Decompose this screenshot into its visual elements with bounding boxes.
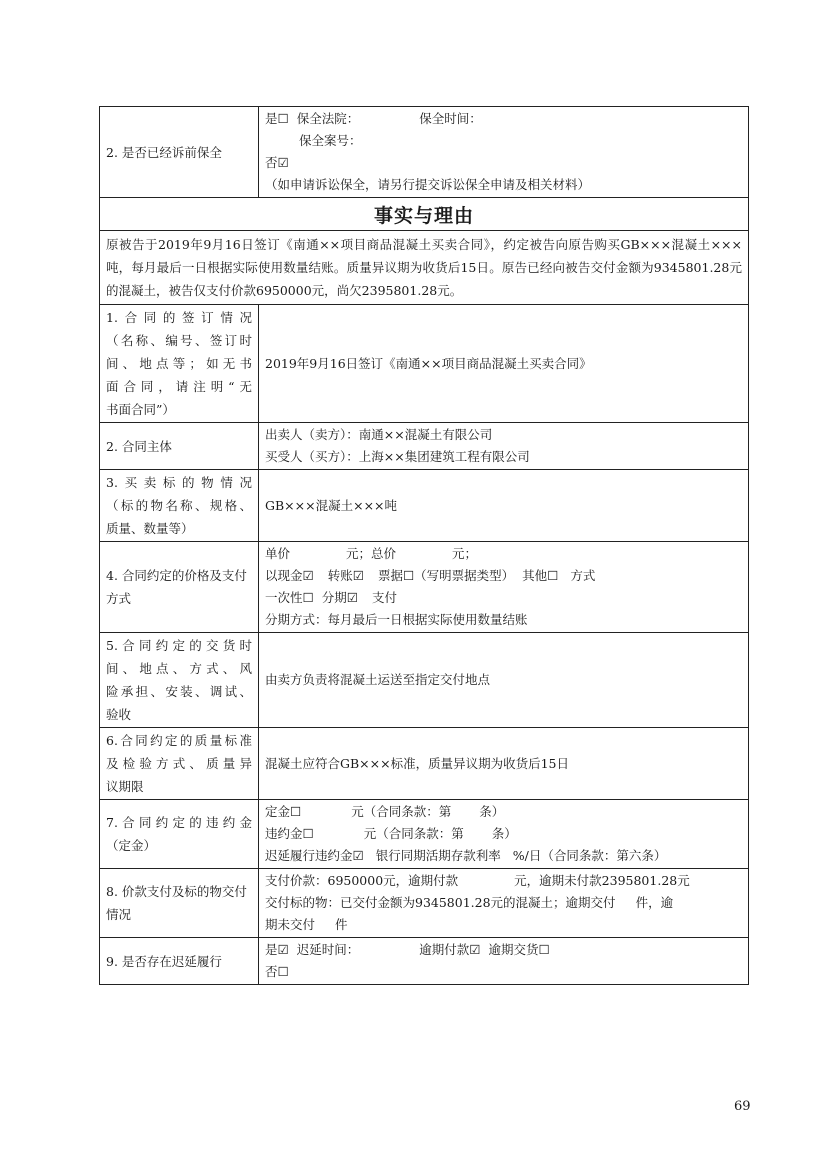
table-row [100,728,749,800]
table-row [100,231,749,305]
label-line: 险承担、安装、调试、 [106,684,252,699]
yuan-label: 元； [452,546,478,561]
label-line: 议期限 [106,779,144,794]
label-line: 3.买卖标的物情况 [106,475,252,490]
unit-price-label: 单价 [265,546,291,561]
preservation-court-label: 保全法院： [296,111,360,126]
label-line: 及检验方式、质量异 [106,756,252,771]
table-row [100,633,749,728]
late-delivery-checkbox[interactable]: 逾期交货☐ [488,942,550,957]
row-label: 2. 是否已经诉前保全 [100,107,259,198]
row-label: 4. 合同约定的价格及支付方式 [100,542,259,633]
installment-method: 分期方式：每月最后一日根据实际使用数量结账 [265,612,528,627]
table-row [100,423,749,470]
deposit-checkbox[interactable]: 定金☐ [265,804,302,819]
pay-label: 支付 [371,590,397,605]
table-row [100,470,749,542]
table-row [100,542,749,633]
row-label [100,470,259,542]
row-label [100,800,259,869]
table-row [100,198,749,231]
delay-time-label: 迟延时间： [296,942,360,957]
cash-checkbox[interactable]: 以现金☑ [265,568,314,583]
table-row [100,305,749,423]
method-label: 方式 [570,568,596,583]
installment-checkbox[interactable]: 分期☑ [321,590,358,605]
complaint-form-table [99,106,749,985]
label-line: 间、地点等；如无书 [106,356,252,371]
late-payment-checkbox[interactable]: 逾期付款☑ [419,942,481,957]
label-line: 5.合同约定的交货时 [106,638,252,653]
preservation-yes-checkbox[interactable]: 是☐ [265,111,289,126]
penalty-cell [259,800,749,869]
payment-cell [259,869,749,938]
undelivered-label: 期未交付 [265,917,316,932]
delay-cell [259,938,749,985]
page-number: 69 [734,1099,751,1114]
bill-checkbox[interactable]: 票据☐（写明票据类型） [377,568,515,583]
row-label: 8. 价款支付及标的物交付情况 [100,869,259,938]
price-cell [259,542,749,633]
label-line: （定金） [106,838,157,853]
penalty-checkbox[interactable]: 违约金☐ [265,826,314,841]
clause-end-label: 条） [479,804,505,819]
delay-rate-label: 银行同期活期存款利率 [375,848,501,863]
total-price-label: 元；总价 [346,546,397,561]
table-row [100,800,749,869]
penalty-clause-label: 元（合同条款：第 [363,826,464,841]
row-label [100,633,259,728]
row-label [100,305,259,423]
buyer-value: 买受人（买方）：上海××集团建筑工程有限公司 [265,449,530,464]
label-line: 书面合同”） [106,402,175,417]
label-line: （名称、编号、签订时 [106,333,252,348]
row-label [100,728,259,800]
delay-yes-checkbox[interactable]: 是☑ [265,942,289,957]
label-line: 验收 [106,707,132,722]
label-line: 面合同，请注明“无 [106,379,252,394]
table-row [100,107,749,198]
preservation-no-checkbox[interactable]: 否☑ [265,155,289,170]
preservation-note: （如申请诉讼保全，请另行提交诉讼保全申请及相关材料） [265,177,591,192]
facts-summary: 原被告于2019年9月16日签订《南通××项目商品混凝土买卖合同》，约定被告向原告购买GB×××混凝土×××吨，每月最后一日根据实际使用数量结账。质量异议期为收货后15日。原告已经向被告交付金额为9345801.28元的混凝土，被告仅支付价款6950000元，尚欠2395801.28元。 [100,231,749,305]
signing-value: 2019年9月16日签订《南通××项目商品混凝土买卖合同》 [259,305,749,423]
row-label: 2. 合同主体 [100,423,259,470]
undelivered-unit: 件 [335,917,348,932]
row-label: 9. 是否存在迟延履行 [100,938,259,985]
table-row [100,938,749,985]
delay-clause-label: %/日（合同条款：第六条） [512,848,667,863]
unpaid-amount: 元，逾期未付款2395801.28元 [514,873,690,888]
deposit-clause-label: 元（合同条款：第 [351,804,452,819]
other-checkbox[interactable]: 其他☐ [522,568,559,583]
label-line: （标的物名称、规格、 [106,498,252,513]
delivered-goods: 交付标的物：已交付金额为9345801.28元的混凝土；逾期交付 [265,895,616,910]
section-title: 事实与理由 [100,198,749,231]
late-delivery-unit: 件，逾 [635,895,674,910]
quality-value: 混凝土应符合GB×××标准，质量异议期为收货后15日 [259,728,749,800]
parties-cell [259,423,749,470]
label-line: 1.合同的签订情况 [106,310,252,325]
delivery-value: 由卖方负责将混凝土运送至指定交付地点 [259,633,749,728]
preservation-cell [259,107,749,198]
lump-sum-checkbox[interactable]: 一次性☐ [265,590,314,605]
subject-value: GB×××混凝土×××吨 [259,470,749,542]
paid-amount: 支付价款：6950000元，逾期付款 [265,873,459,888]
table-row [100,869,749,938]
clause-end-label: 条） [491,826,517,841]
label-line: 6.合同约定的质量标准 [106,733,252,748]
seller-value: 出卖人（卖方）：南通××混凝土有限公司 [265,427,493,442]
label-line: 质量、数量等） [106,521,194,536]
label-line: 7.合同约定的违约金 [106,815,252,830]
transfer-checkbox[interactable]: 转账☑ [327,568,364,583]
delay-penalty-checkbox[interactable]: 迟延履行违约金☑ [265,848,364,863]
delay-no-checkbox[interactable]: 否☐ [265,964,289,979]
preservation-time-label: 保全时间： [419,111,482,126]
label-line: 间、地点、方式、风 [106,661,252,676]
preservation-case-label: 保全案号： [299,133,362,148]
